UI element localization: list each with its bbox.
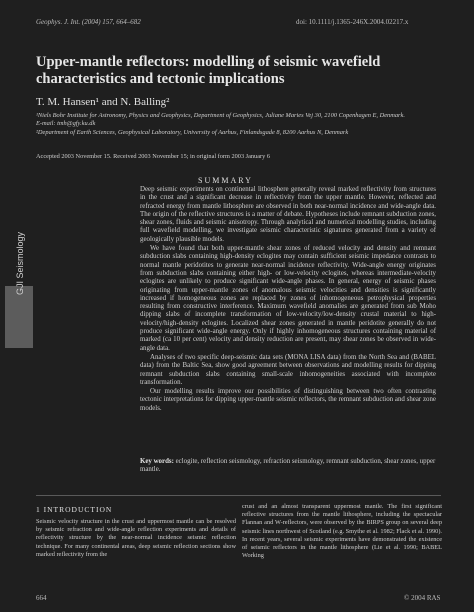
keywords: [140, 458, 436, 475]
summary-paragraph: Analyses of two specific deep-seismic data sets (MONA LISA data) from the North Sea and (BABEL data) from the Baltic Sea, show good agreement between observations and modelling results for dipping remnant subduction slabs containing small-scale inhomogeneities associated with incomplete transformation.: [140, 353, 436, 386]
keywords-label: Key words:: [140, 458, 174, 465]
copyright: © 2004 RAS: [404, 594, 441, 602]
summary-heading: SUMMARY: [198, 176, 253, 185]
accepted-dates: Accepted 2003 November 15. Received 2003 November 15; in original form 2003 January 6: [36, 153, 270, 160]
summary-paragraph: We have found that both upper-mantle shear zones of reduced velocity and density and remnant subduction slabs containing high-density eclogites may contain sufficient seismic impedance contrasts to normal mantle peridotites to generate near-normal incidence reflectivity. Wide-angle energy originates from subduction slabs containing either high- or low-velocity eclogites, whereas intermediate-velocity eclogites are unlikely to produce significant wide-angle phases. In general, energy of seismic phases originating from upper-mantle zones of anomalous seismic velocities and densities is significantly increased if homogeneous zones are replaced by zones of inhomogeneous petrophysical properties resulting from constructive interference. Maximum wavefield anomalies are generated from sub Moho dipping slabs of incomplete transformation of low-velocity/low-density crustal material to high-velocity/high-density eclogites. Localized shear zones generated in mantle peridotite generally do not produce significant wide-angle energy. Only if highly inhomogeneous structures containing material of marked (ca 10 per cent) velocity and density reduction are present, may shear zones be observed in wide-angle data.: [140, 245, 436, 352]
summary-paragraph: Deep seismic experiments on continental lithosphere generally reveal marked reflectivity from structures in the crust and a significant decrease in reflectivity from the upper mantle. However, reflected and refracted energy from mantle lithosphere are observed in both near-normal incidence and wide-angle data. The origin of the reflective structures is a matter of debate. Hypotheses include remnant subduction zones, shear zones, fluids and seismic anisotropy. Through analytical and numerical modelling studies, including full wavefield modelling, we investigate seismic characteristic signatures generated from a variety of geologically plausible models.: [140, 186, 436, 243]
body-column-left: Seismic velocity structure in the crust and uppermost mantle can be resolved by seismic refraction and wide-angle reflection experiments and details of reflectivity structure by the near-normal incidence seismic reflection technique. For many continental areas, deep seismic reflection sections show marked reflectivity from the: [36, 518, 236, 558]
side-section-label: GJI Seismology: [15, 231, 25, 295]
title-line: characteristics and tectonic implications: [36, 71, 285, 87]
title-line: Upper-mantle reflectors: modelling of seismic wavefield: [36, 54, 381, 70]
body-column-right: crust and an almost transparent uppermost mantle. The first significant reflective structures from the mantle lithosphere, including the spectacular Flannan and W-reflectors, were observed by the BIRPS group on several deep seismic lines northwest of Scotland (e.g. Smythe et al. 1982; Flack et al. 1990). In recent years, several seismic experiments have demonstrated the existence of seismic reflectors in the mantle lithosphere (Lie et al. 1990; BABEL Working: [242, 503, 442, 560]
side-tab: [5, 286, 33, 348]
summary: [140, 186, 436, 413]
paper-title: [36, 54, 456, 88]
affiliation: ²Department of Earth Sciences, Geophysical Laboratory, University of Aarhus, Finlandsgade 8, 8200 Aarhus N, Denmark: [36, 128, 349, 136]
page-number: 664: [36, 594, 47, 602]
journal-citation: Geophys. J. Int. (2004) 157, 664–682: [36, 18, 141, 26]
keywords-text: eclogite, reflection seismology, refraction seismology, remnant subduction, shear zones, upper mantle.: [140, 458, 436, 474]
summary-paragraph: Our modelling results improve our possibilities of distinguishing between two often contrasting tectonic interpretations for dipping upper-mantle seismic reflectors, the remnant subduction and shear zone models.: [140, 388, 436, 412]
affiliation: ¹Niels Bohr Institute for Astronomy, Physics and Geophysics, Department of Geophysics, Juliane Maries Vej 30, 2100 Copenhagen E, Denmark.: [36, 112, 405, 119]
divider: [36, 495, 441, 496]
email: E-mail: tmh@gfy.ku.dk: [36, 120, 96, 128]
section-heading: 1 INTRODUCTION: [36, 505, 113, 514]
doi-text: doi: 10.1111/j.1365-246X.2004.02217.x: [296, 18, 409, 26]
affiliations: [36, 112, 456, 137]
authors: T. M. Hansen¹ and N. Balling²: [36, 96, 170, 108]
